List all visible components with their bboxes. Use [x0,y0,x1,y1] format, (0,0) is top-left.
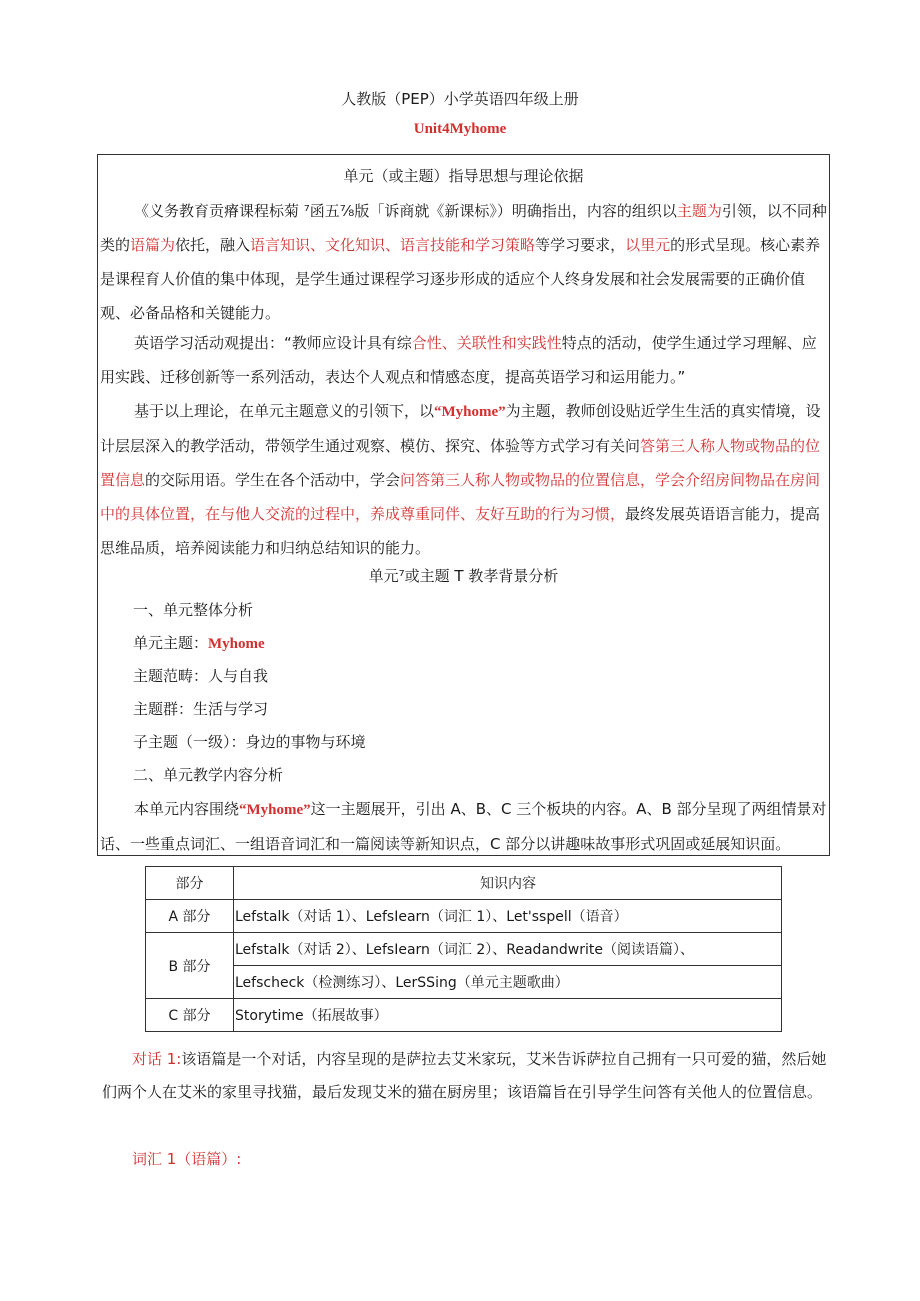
dialogue-1-text: 该语篇是一个对话，内容呈现的是萨拉去艾米家玩，艾米告诉萨拉自己拥有一只可爱的猫，然后她们两个人在艾米的家里寻找猫，最后发现艾米的猫在厨房里；该语篇旨在引导学生问答有关他人的位置信息。 [102,1050,827,1101]
part-a-content: Lefstalk（对话 1）、LefsIearn（词汇 1）、Let'sspell（语音） [234,900,782,933]
body-text: 基于以上理论，在单元主题意义的引领下，以 [134,402,435,420]
highlight-text: 语言知识、文化知识、语言技能和学习策略 [250,236,536,254]
highlight-text: 以里元 [625,236,671,254]
unit-theme-line [133,632,265,653]
header-part: 部分 [146,867,234,900]
body-text: 特点的活动，使学生通过学习理解、应用实践、迁移创新等一系列活动，表达个人观点和情感态度，提高英语学习和运用能力。” [100,334,817,386]
sub-theme: 子主题（一级）：身边的事物与环境 [133,733,366,751]
knowledge-table [145,866,782,1032]
section-2-title: 二、单元教学内容分析 [133,766,284,784]
guidance-paragraph-1 [100,194,828,330]
vocab-1-label: 词汇 1（语篇）: [132,1150,242,1168]
unit-theme-label: 单元主题： [133,634,209,652]
highlight-text: 问答第三人称人物或物品的位置信息，学会介绍房间物品在房间中的具体位置，在与他人交流的过程中，养成尊重同伴、友好互助的行为习惯， [100,471,821,523]
dialogue-1-label: 对话 1: [132,1050,182,1068]
table-header-row [146,867,782,900]
content-analysis-paragraph [100,792,828,861]
body-text: 引领，以不同种类的 [100,202,827,254]
body-text: 的形式呈现。核心素养是课程育人价值的集中体现，是学生通过课程学习逐步形成的适应个人终身发展和社会发展需要的正确价值观、必备品格和关键能力。 [100,236,821,322]
highlight-text: 主题为 [676,202,722,220]
table-row [146,966,782,999]
highlight-text: “Myhome” [239,802,311,818]
highlight-text: 答第三人称人物或物品的位置信息 [100,437,821,489]
table-row [146,999,782,1032]
body-text: 本单元内容围绕 [134,800,240,818]
document-subtitle: Unit4Myhome [413,121,507,137]
header-content: 知识内容 [234,867,782,900]
dialogue-1-paragraph [102,1043,830,1109]
highlight-text: 合性、关联性和实践性 [411,334,562,352]
body-text: 英语学习活动观提出：“教师应设计具有综 [134,334,412,352]
body-text: 最终发展英语语言能力，提高思维品质，培养阅读能力和归纳总结知识的能力。 [100,505,821,557]
highlight-text: “Myhome” [434,404,506,420]
section-1-title: 一、单元整体分析 [133,601,254,619]
body-text: 《义务教育贡瘠课程标菊 ⁷函五⁷⁄₈版「诉商就《新课标》）明确指出，内容的组织以 [134,202,677,220]
part-b-content-2: Lefscheck（检测练习）、LerSSing（单元主题歌曲） [234,966,782,999]
body-text: 等学习要求， [535,236,626,254]
guidance-heading: 单元（或主题）指导思想与理论依据 [343,167,584,185]
body-text: 依托，融入 [175,236,251,254]
unit-theme-value: Myhome [208,636,265,652]
table-row [146,900,782,933]
guidance-paragraph-2 [100,326,828,394]
theme-scope: 主题范畴：人与自我 [133,667,269,685]
guidance-box [97,154,830,856]
table-row [146,933,782,966]
document-title: 人教版（PEP）小学英语四年级上册 [341,90,579,108]
part-b-content-1: Lefstalk（对话 2）、LefsIearn（词汇 2）、Readandwrite（阅读语篇）、 [234,933,782,966]
body-text: 这一主题展开，引出 A、B、C 三个板块的内容。A、B 部分呈现了两组情景对话、一些重点词汇、一组语音词汇和一篇阅读等新知识点，C 部分以讲趣味故事形式巩固或延展知识面。 [100,800,827,853]
part-a: A 部分 [146,900,234,933]
background-heading: 单元⁷或主题 T 教孝背景分析 [368,567,559,585]
part-c: C 部分 [146,999,234,1032]
highlight-text: 语篇为 [130,236,176,254]
theme-group: 主题群：生活与学习 [133,700,269,718]
part-c-content: Storytime（拓展故事） [234,999,782,1032]
body-text: 的交际用语。学生在各个活动中，学会 [145,471,401,489]
body-text: 为主题，教师创设贴近学生生活的真实情境，设计层层深入的教学活动，带领学生通过观察、模仿、探究、体验等方式学习有关问 [100,402,821,455]
guidance-paragraph-3 [100,394,828,565]
part-b: B 部分 [146,933,234,999]
